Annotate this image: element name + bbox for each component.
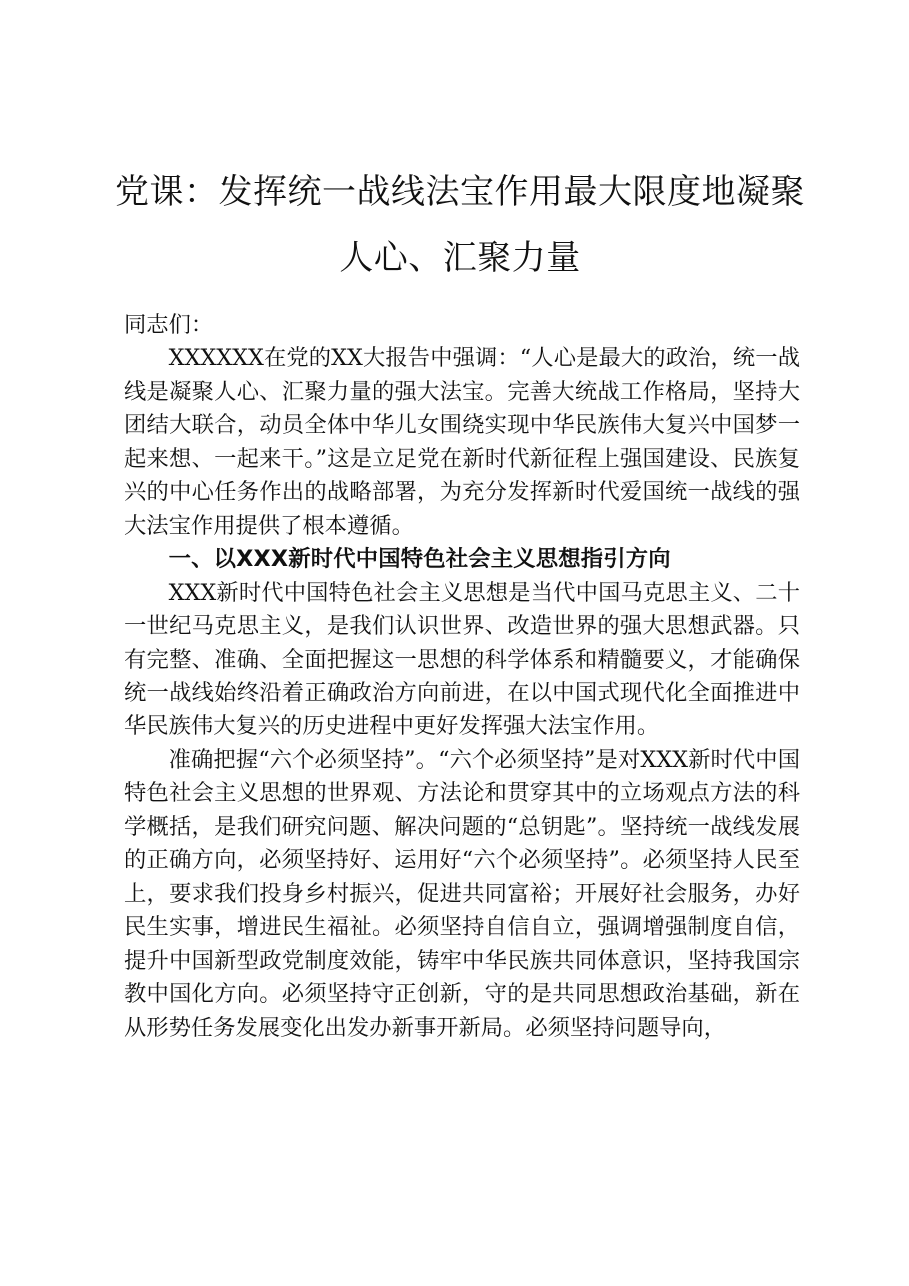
salutation: 同志们：	[124, 312, 214, 338]
section-heading-1: 一、以XXX新时代中国特色社会主义思想指引方向	[168, 546, 671, 573]
document-body	[124, 309, 800, 1045]
paragraph-1: XXXXXX在党的XX大报告中强调：“人心是最大的政治，统一战线是凝聚人心、汇聚力量的强大法宝。完善大统战工作格局，坚持大团结大联合，动员全体中华儿女围绕实现中华民族伟大复兴中国梦一起来想、一起来干。”这是立足党在新时代新征程上强国建设、民族复兴的中心任务作出的战略部署，为充分发挥新时代爱国统一战线的强大法宝作用提供了根本遵循。	[124, 345, 800, 539]
paragraph-2: XXX新时代中国特色社会主义思想是当代中国马克思主义、二十一世纪马克思主义，是我们认识世界、改造世界的强大思想武器。只有完整、准确、全面把握这一思想的科学体系和精髓要义，才能确保统一战线始终沿着正确政治方向前进，在以中国式现代化全面推进中华民族伟大复兴的历史进程中更好发挥强大法宝作用。	[124, 579, 800, 740]
document-title-line-1: 党课：发挥统一战线法宝作用最大限度地凝聚	[115, 172, 805, 212]
paragraph-3: 准确把握“六个必须坚持”。“六个必须坚持”是对XXX新时代中国特色社会主义思想的世界观、方法论和贯穿其中的立场观点方法的科学概括，是我们研究问题、解决问题的“总钥匙”。坚持统一战线发展的正确方向，必须坚持好、运用好“六个必须坚持”。必须坚持人民至上，要求我们投身乡村振兴，促进共同富裕；开展好社会服务，办好民生实事，增进民生福祉。必须坚持自信自立，强调增强制度自信，提升中国新型政党制度效能，铸牢中华民族共同体意识，坚持我国宗教中国化方向。必须坚持守正创新，守的是共同思想政治基础，新在从形势任务发展变化出发办新事开新局。必须坚持问题导向，	[124, 746, 800, 1041]
document-title-line-2: 人心、汇聚力量	[339, 238, 581, 278]
